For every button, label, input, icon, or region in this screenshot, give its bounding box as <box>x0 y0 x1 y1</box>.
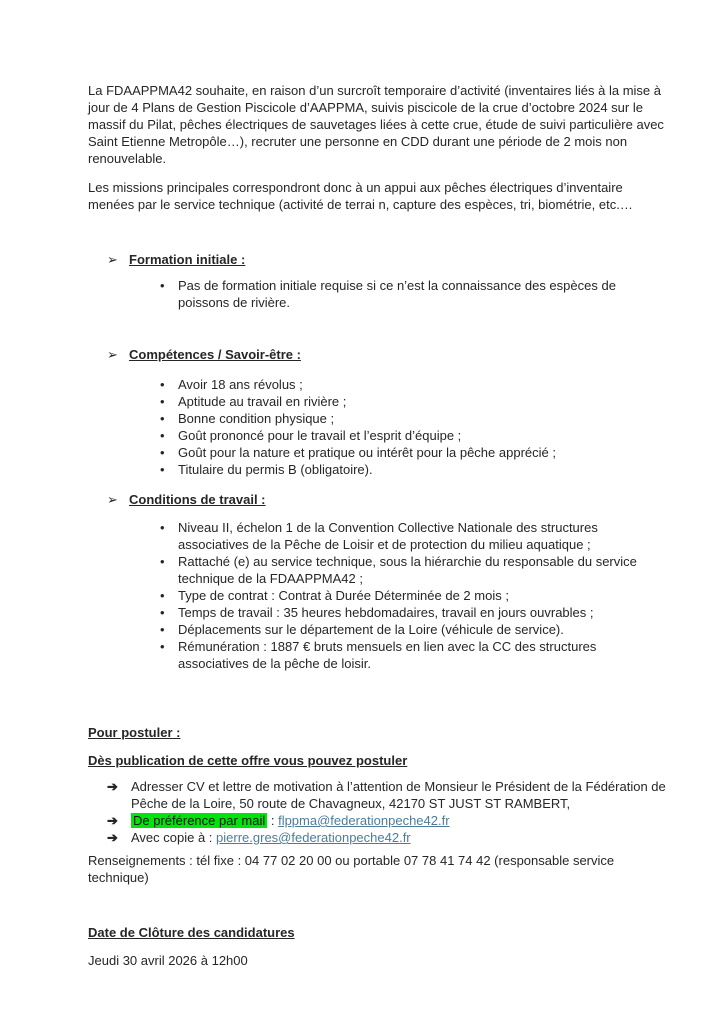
list-item <box>88 519 668 553</box>
bullet-icon: • <box>160 605 165 620</box>
highlighted-text: De préférence par mail <box>133 813 266 828</box>
email-link-pierre-gres[interactable]: pierre.gres@federationpeche42.fr <box>216 830 411 845</box>
bullet-icon: • <box>160 639 165 654</box>
email-link-flppma[interactable]: flppma@federationpeche42.fr <box>278 813 450 828</box>
list-item <box>88 621 668 638</box>
bullet-icon: • <box>160 394 165 409</box>
section-heading-formation-initiale <box>88 251 668 268</box>
list-item <box>88 778 668 812</box>
right-arrow-icon: ➔ <box>107 779 118 794</box>
list-item-text: Goût pour la nature et pratique ou intérêt pour la pêche apprécié ; <box>178 445 556 460</box>
intro-paragraph-1: La FDAAPPMA42 souhaite, en raison d’un surcroît temporaire d’activité (inventaires liés à la mise à jour de 4 Plans de Gestion Piscicole d’AAPPMA, suivis piscicole de la crue d’octobre 2024 sur le massif du Pilat, pêches électriques de sauvetages liées à cette crue, étude de suivi particulière avec Saint Etienne Metropôle…), recruter une personne en CDD durant une période de 2 mois non renouvelable. <box>88 83 664 166</box>
arrowhead-bullet-icon: ➢ <box>107 492 118 507</box>
arrowhead-bullet-icon: ➢ <box>107 252 118 267</box>
section-heading-label: Compétences / Savoir-être : <box>129 347 301 362</box>
closing-date-value: Jeudi 30 avril 2026 à 12h00 <box>88 953 248 968</box>
right-arrow-icon: ➔ <box>107 830 118 845</box>
list-item-text: Niveau II, échelon 1 de la Convention Collective Nationale des structures associatives de la Pêche de Loisir et de protection du milieu aquatique ; <box>178 520 598 552</box>
list-item <box>88 638 668 672</box>
list-item-text: Aptitude au travail en rivière ; <box>178 394 347 409</box>
list-item-text: Rattaché (e) au service technique, sous la hiérarchie du responsable du service technique de la FDAAPPMA42 ; <box>178 554 637 586</box>
bullet-icon: • <box>160 278 165 293</box>
bullet-icon: • <box>160 377 165 392</box>
list-item-text: Rémunération : 1887 € bruts mensuels en lien avec la CC des structures associatives de la pêche de loisir. <box>178 639 597 671</box>
section-heading-conditions <box>88 491 668 508</box>
section-heading-label: Formation initiale : <box>129 252 246 267</box>
list-item-text: Déplacements sur le département de la Loire (véhicule de service). <box>178 622 564 637</box>
list-item <box>88 393 668 410</box>
list-item <box>88 604 668 621</box>
bullet-icon: • <box>160 520 165 535</box>
closing-date-heading: Date de Clôture des candidatures <box>88 925 295 940</box>
apply-subheading: Dès publication de cette offre vous pouvez postuler <box>88 753 408 768</box>
list-item-text: Avoir 18 ans révolus ; <box>178 377 303 392</box>
list-item <box>88 812 668 829</box>
list-item <box>88 410 668 427</box>
section-heading-label: Conditions de travail : <box>129 492 266 507</box>
bullet-icon: • <box>160 445 165 460</box>
list-item <box>88 444 668 461</box>
bullet-icon: • <box>160 462 165 477</box>
apply-instructions-list <box>88 778 668 846</box>
section-heading-competences <box>88 346 668 363</box>
apply-item-copy <box>131 829 668 846</box>
apply-heading: Pour postuler : <box>88 725 181 740</box>
list-item <box>88 553 668 587</box>
bullet-icon: • <box>160 411 165 426</box>
list-item <box>88 427 668 444</box>
intro-paragraph-2: Les missions principales correspondront donc à un appui aux pêches électriques d’inventaire menées par le service technique (activité de terrai n, capture des espèces, tri, biométrie, etc.… <box>88 180 633 212</box>
list-item-text: Temps de travail : 35 heures hebdomadaires, travail en jours ouvrables ; <box>178 605 594 620</box>
list-item-text: Titulaire du permis B (obligatoire). <box>178 462 373 477</box>
list-item-text: Bonne condition physique ; <box>178 411 335 426</box>
bullet-icon: • <box>160 588 165 603</box>
list-item <box>88 277 668 311</box>
list-item <box>88 829 668 846</box>
arrowhead-bullet-icon: ➢ <box>107 347 118 362</box>
bullet-icon: • <box>160 554 165 569</box>
contact-info-line: Renseignements : tél fixe : 04 77 02 20 00 ou portable 07 78 41 74 42 (responsable service technique) <box>88 853 615 885</box>
apply-item-mail <box>131 812 668 829</box>
list-item <box>88 587 668 604</box>
bullet-icon: • <box>160 428 165 443</box>
apply-item-address: Adresser CV et lettre de motivation à l’attention de Monsieur le Président de la Fédération de Pêche de la Loire, 50 route de Chavagneux, 42170 ST JUST ST RAMBERT, <box>131 779 666 811</box>
list-item <box>88 376 668 393</box>
right-arrow-icon: ➔ <box>107 813 118 828</box>
separator-text: : <box>267 813 279 828</box>
bullet-icon: • <box>160 622 165 637</box>
list-item-text: Type de contrat : Contrat à Durée Déterminée de 2 mois ; <box>178 588 509 603</box>
list-item <box>88 461 668 478</box>
copy-prefix-text: Avec copie à : <box>131 830 217 845</box>
list-item-text: Pas de formation initiale requise si ce n’est la connaissance des espèces de poissons de rivière. <box>178 278 616 310</box>
list-item-text: Goût prononcé pour le travail et l’esprit d’équipe ; <box>178 428 462 443</box>
